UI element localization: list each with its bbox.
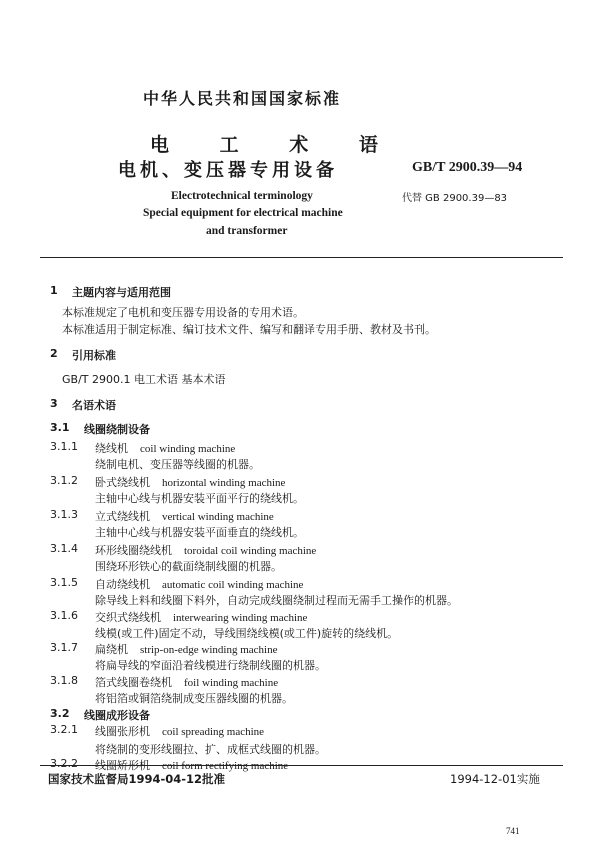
term-chinese: 线圈矫形机 coil form rectifying machine <box>95 759 289 772</box>
approval-note: 国家技术监督局1994-04-12批准 <box>48 772 226 786</box>
term-chinese: 绕线机 coil winding machine <box>95 442 236 455</box>
page-number: 741 <box>506 826 520 836</box>
header-divider <box>40 257 563 258</box>
clause-number: 3.2.1 <box>50 723 78 736</box>
line-text: 线圈成形设备 <box>84 709 150 722</box>
term-english: interwearing winding machine <box>173 612 308 624</box>
line-text: 将扁导线的窄面沿着线模进行绕制线圈的机器。 <box>95 659 326 672</box>
title-english-line2: Special equipment for electrical machine <box>143 207 343 219</box>
clause-number: 3.1.5 <box>50 576 78 589</box>
line-text: 除导线上料和线圈下料外，自动完成线圈绕制过程而无需手工操作的机器。 <box>95 594 458 607</box>
national-standard-heading: 中华人民共和国国家标准 <box>143 89 342 108</box>
line-text: 主题内容与适用范围 <box>72 286 171 299</box>
term-english: coil spreading machine <box>162 726 265 738</box>
clause-number: 3.2 <box>50 707 70 720</box>
line-text: 将铝箔或铜箔绕制成变压器线圈的机器。 <box>95 692 293 705</box>
clause-number: 3.1.7 <box>50 641 78 654</box>
clause-number: 3.2.2 <box>50 757 78 770</box>
title-english-line3: and transformer <box>206 225 288 237</box>
term-chinese: 卧式绕线机 horizontal winding machine <box>95 476 286 489</box>
term-chinese: 扁绕机 strip-on-edge winding machine <box>95 643 278 656</box>
term-chinese: 立式绕线机 vertical winding machine <box>95 510 274 523</box>
line-text: GB/T 2900.1 电工术语 基本术语 <box>62 373 226 386</box>
term-english: foil winding machine <box>184 677 279 689</box>
term-english: automatic coil winding machine <box>162 579 304 591</box>
line-text: 本标准适用于制定标准、编订技术文件、编写和翻译专用手册、教材及书刊。 <box>62 323 436 336</box>
clause-number: 3.1.6 <box>50 609 78 622</box>
replaces-standard: 代替 GB 2900.39—83 <box>402 193 508 204</box>
term-english: horizontal winding machine <box>162 477 286 489</box>
line-text: 绕制电机、变压器等线圈的机器。 <box>95 458 260 471</box>
effective-date: 1994-12-01实施 <box>450 772 540 786</box>
footer-divider <box>40 765 563 766</box>
title-chinese-line1: 电 工 术 语 <box>150 134 400 156</box>
term-chinese: 自动绕线机 automatic coil winding machine <box>95 578 304 591</box>
term-chinese: 环形线圈绕线机 toroidal coil winding machine <box>95 544 317 557</box>
line-text: 本标准规定了电机和变压器专用设备的专用术语。 <box>62 306 304 319</box>
clause-number: 3.1.1 <box>50 440 78 453</box>
clause-number: 3.1.3 <box>50 508 78 521</box>
clause-number: 3.1.4 <box>50 542 78 555</box>
term-english: toroidal coil winding machine <box>184 545 317 557</box>
line-text: 引用标准 <box>72 349 116 362</box>
line-text: 名语术语 <box>72 399 116 412</box>
clause-number: 1 <box>50 284 58 297</box>
term-english: coil form rectifying machine <box>162 760 289 772</box>
line-text: 将绕制的变形线圈拉、扩、成框式线圈的机器。 <box>95 743 326 756</box>
clause-number: 2 <box>50 347 58 360</box>
line-text: 线圈绕制设备 <box>84 423 150 436</box>
line-text: 主轴中心线与机器安装平面垂直的绕线机。 <box>95 526 304 539</box>
term-chinese: 线圈张形机 coil spreading machine <box>95 725 265 738</box>
line-text: 线模(或工件)固定不动，导线围绕线模(或工件)旋转的绕线机。 <box>95 627 399 640</box>
title-english-line1: Electrotechnical terminology <box>171 190 313 202</box>
line-text: 主轴中心线与机器安装平面平行的绕线机。 <box>95 492 304 505</box>
term-english: vertical winding machine <box>162 511 274 523</box>
term-english: strip-on-edge winding machine <box>140 644 278 656</box>
term-english: coil winding machine <box>140 443 236 455</box>
line-text: 围绕环形铁心的截面绕制线圈的机器。 <box>95 560 282 573</box>
standard-number: GB/T 2900.39—94 <box>412 160 523 175</box>
clause-number: 3.1 <box>50 421 70 434</box>
term-chinese: 箔式线圈卷绕机 foil winding machine <box>95 676 279 689</box>
term-chinese: 交织式绕线机 interwearing winding machine <box>95 611 308 624</box>
clause-number: 3.1.8 <box>50 674 78 687</box>
clause-number: 3.1.2 <box>50 474 78 487</box>
title-chinese-line2: 电机、变压器专用设备 <box>118 160 338 181</box>
clause-number: 3 <box>50 397 58 410</box>
